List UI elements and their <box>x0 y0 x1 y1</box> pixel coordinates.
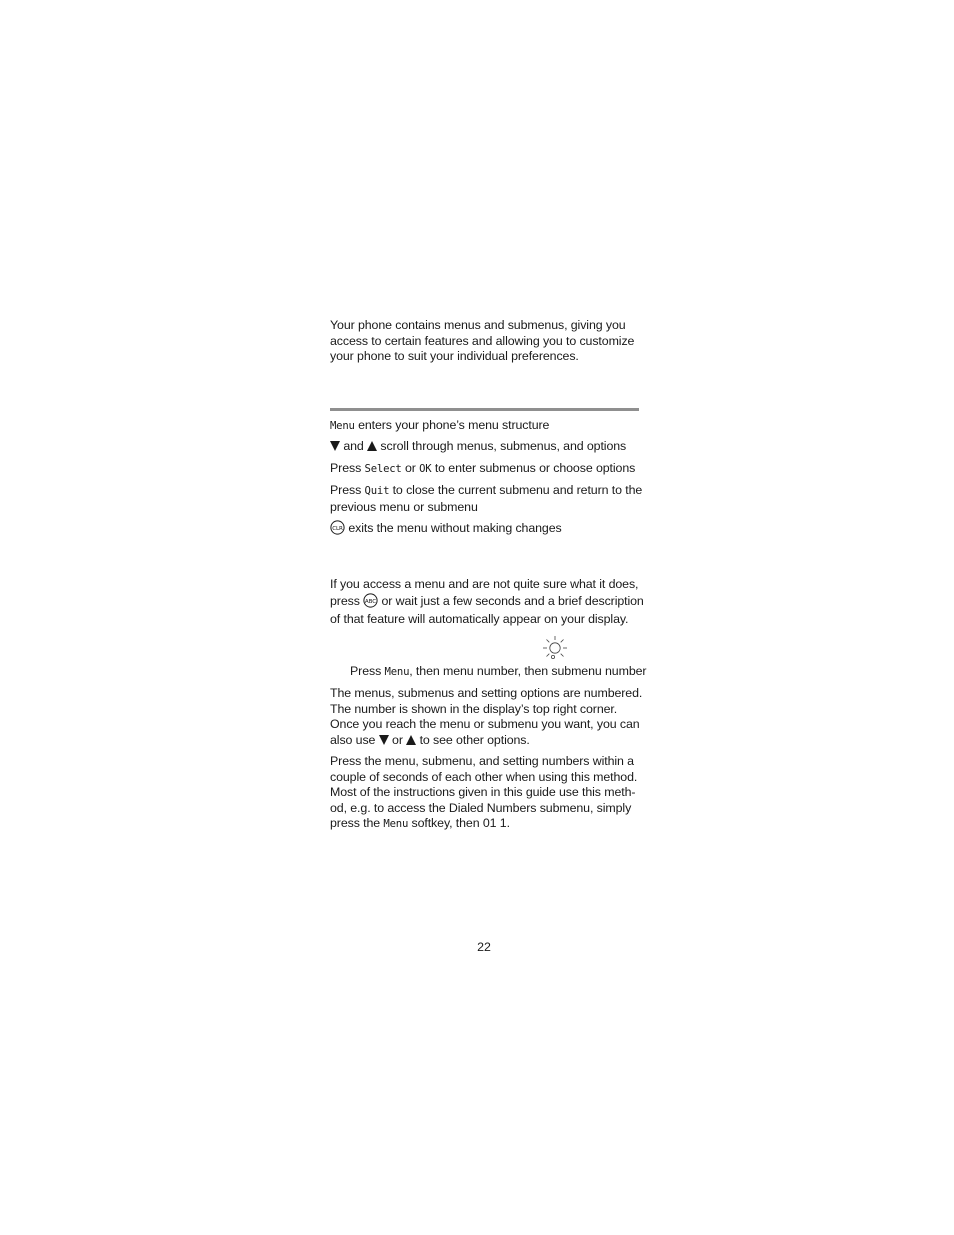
help-line-3: of that feature will automatically appear on your display. <box>330 612 629 627</box>
shortcut-press: Press <box>350 664 382 678</box>
select-softkey-label: Select <box>364 463 402 475</box>
page-number: 22 <box>477 940 491 954</box>
shortcut-text: , then menu number, then submenu number <box>409 664 647 678</box>
down-arrow-icon <box>330 441 340 451</box>
numbered-line-2: The number is shown in the display’s top right corner. <box>330 701 618 716</box>
svg-text:ABC: ABC <box>365 598 377 605</box>
method-line-2: couple of seconds of each other when using this method. <box>330 769 638 784</box>
abc-key-icon <box>363 593 378 613</box>
nav-item-select-press: Press <box>330 461 362 475</box>
nav-item-quit <box>330 483 650 515</box>
svg-text:CLR: CLR <box>332 525 343 532</box>
numbered-line-1: The menus, submenus and setting options are numbered. <box>330 686 643 700</box>
up-arrow-icon <box>406 735 416 745</box>
numbered-line-4-or: or <box>392 732 403 747</box>
clr-key-icon <box>330 520 345 540</box>
nav-item-quit-text-1: to close the current submenu and return to the <box>392 483 643 497</box>
numbered-paragraph <box>330 686 650 748</box>
quit-softkey-label: Quit <box>364 485 390 497</box>
down-arrow-icon <box>379 735 389 745</box>
method-line-4: od, e.g. to access the Dialed Numbers submenu, simply <box>330 800 632 815</box>
numbered-line-3: Once you reach the menu or submenu you want, you can <box>330 717 640 732</box>
intro-line-2: access to certain features and allowing you to customize <box>330 333 635 348</box>
nav-item-select-text: to enter submenus or choose options <box>434 461 636 475</box>
up-arrow-icon <box>367 441 377 451</box>
nav-item-scroll-text: scroll through menus, submenus, and options <box>380 439 627 453</box>
nav-item-clear-text: exits the menu without making changes <box>348 521 562 535</box>
nav-item-scroll <box>330 439 650 455</box>
method-paragraph <box>330 754 650 833</box>
shortcut-menu-softkey: Menu <box>384 666 410 678</box>
intro-paragraph <box>330 318 650 365</box>
nav-item-quit-text-2: previous menu or submenu <box>330 499 478 514</box>
menu-softkey-label: Menu <box>330 420 355 432</box>
intro-line-1: Your phone contains menus and submenus, giving you <box>330 318 626 332</box>
section-divider <box>330 408 639 411</box>
ok-softkey-label: OK <box>419 463 432 475</box>
help-paragraph <box>330 577 650 628</box>
method-line-3: Most of the instructions given in this guide use this meth- <box>330 785 636 800</box>
nav-item-quit-press: Press <box>330 483 362 497</box>
method-line-5-b: softkey, then 01 1. <box>411 816 510 831</box>
nav-item-select <box>330 461 650 478</box>
numbered-line-4-a: also use <box>330 732 376 747</box>
nav-item-menu-text: enters your phone’s menu structure <box>358 418 550 432</box>
numbered-line-4-b: to see other options. <box>419 732 530 747</box>
nav-item-select-or: or <box>404 461 416 475</box>
help-line-2-b: or wait just a few seconds and a brief description <box>381 593 644 608</box>
nav-item-menu <box>330 418 650 435</box>
intro-line-3: your phone to suit your individual preferences. <box>330 349 579 364</box>
nav-item-clear <box>330 520 650 540</box>
method-menu-softkey: Menu <box>383 818 409 831</box>
shortcut-line <box>350 664 650 681</box>
help-line-2-a: press <box>330 593 360 608</box>
method-line-1: Press the menu, submenu, and setting numbers within a <box>330 754 634 768</box>
help-line-1: If you access a menu and are not quite sure what it does, <box>330 577 639 591</box>
nav-item-scroll-and: and <box>343 439 364 453</box>
method-line-5-a: press the <box>330 816 381 831</box>
